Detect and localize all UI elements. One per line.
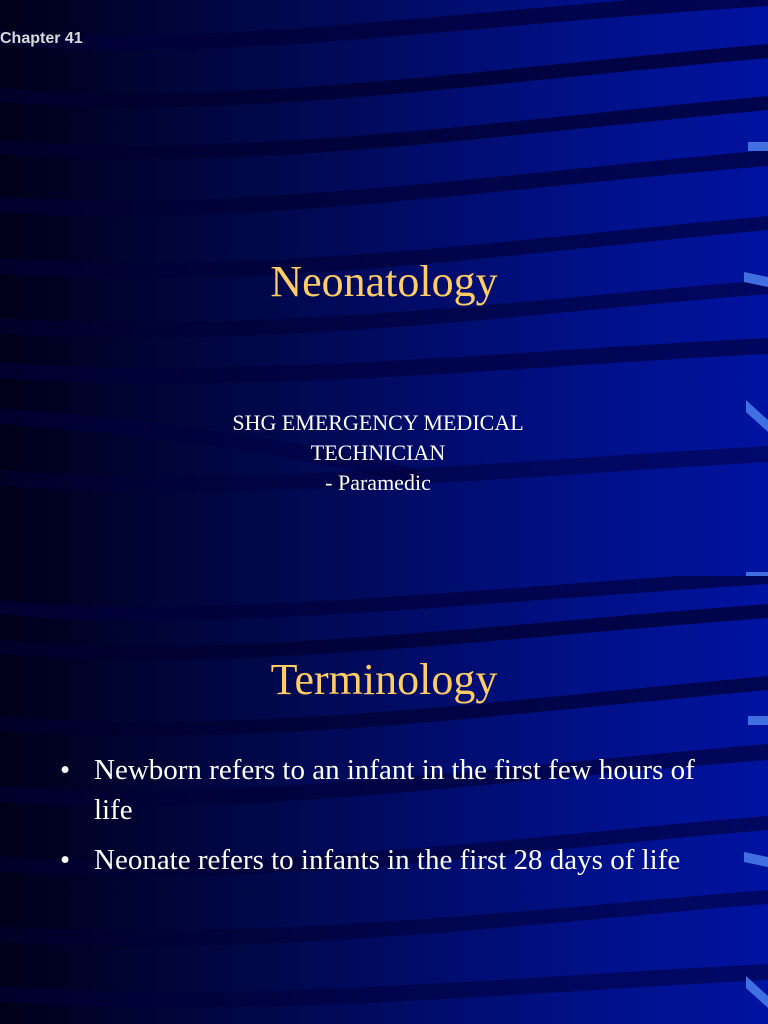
bullet-item <box>60 750 720 830</box>
subtitle-line: - Paramedic <box>325 470 431 495</box>
slide-terminology <box>0 576 768 1024</box>
bullet-item <box>60 840 720 880</box>
subtitle-line: TECHNICIAN <box>310 440 446 465</box>
bullet-icon: • <box>60 754 71 786</box>
bullet-text: Neonate refers to infants in the first 28 days of life <box>94 844 681 876</box>
bullet-list <box>60 750 720 890</box>
slide-title-heading: Neonatology <box>270 257 498 306</box>
slide-title-heading: Terminology <box>270 655 498 704</box>
chapter-label: Chapter 41 <box>0 30 83 47</box>
slide-subtitle <box>134 408 622 498</box>
subtitle-line: SHG EMERGENCY MEDICAL <box>232 410 524 435</box>
bullet-text: Newborn refers to an infant in the first few hours of life <box>94 754 695 826</box>
side-accent-tabs <box>728 576 768 1024</box>
bullet-icon: • <box>60 844 71 876</box>
